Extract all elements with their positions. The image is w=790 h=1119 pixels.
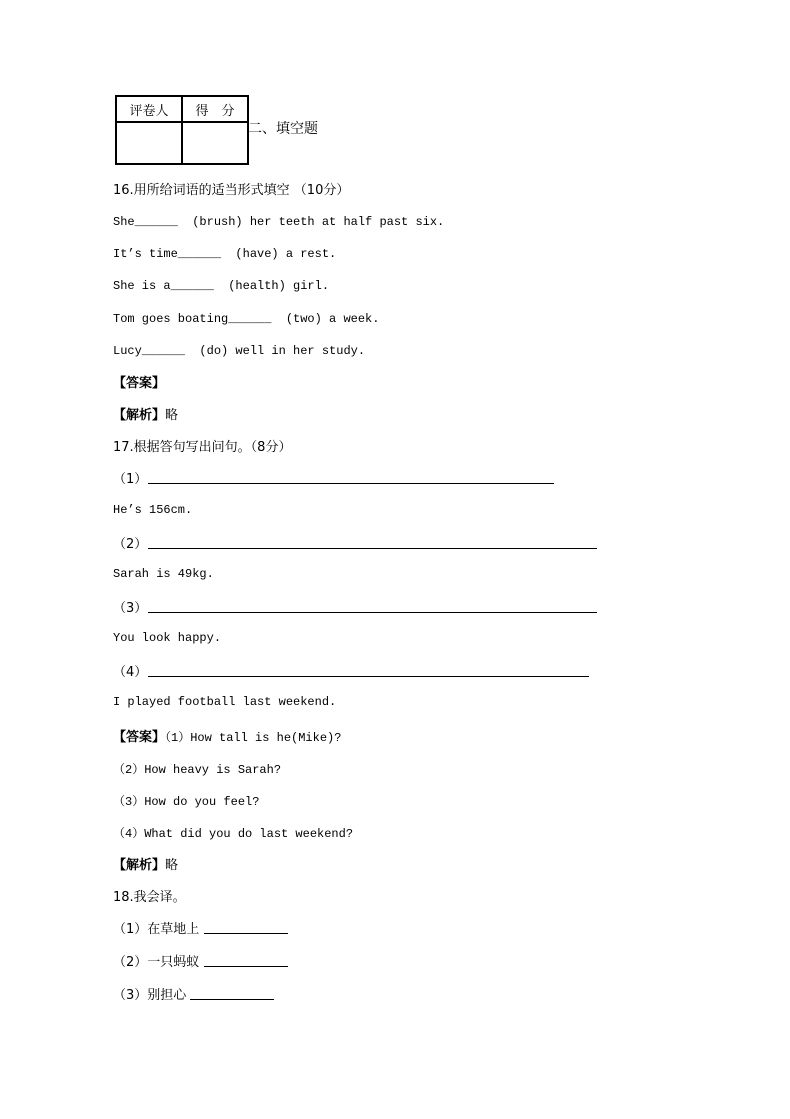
grader-cell — [116, 122, 182, 164]
answer-line — [148, 676, 589, 677]
q17-blank-label: （3） — [113, 601, 148, 616]
answer-line — [148, 483, 554, 484]
q18-item: （2）一只蚂蚁 — [113, 955, 200, 970]
score-header: 得 分 — [182, 96, 248, 122]
q17-answer-first — [113, 726, 341, 745]
q18-item: （1）在草地上 — [113, 922, 200, 937]
q17-given: I played football last weekend. — [113, 695, 337, 709]
q18-title: 18.我会译。 — [113, 890, 186, 905]
q17-blank-label: （2） — [113, 537, 148, 552]
q17-answer: （1）How tall is he(Mike)? — [165, 731, 342, 745]
answer-line — [204, 933, 288, 934]
q17-given: He’s 156cm. — [113, 503, 193, 517]
score-cell — [182, 122, 248, 164]
q16-item: Lucy______ (do) well in her study. — [113, 344, 366, 358]
answer-line — [148, 612, 597, 613]
q17-title: 17.根据答句写出问句。（8分） — [113, 440, 292, 455]
q17-answer: （4）What did you do last weekend? — [113, 827, 354, 841]
answer-line — [190, 999, 274, 1000]
q16-item: Tom goes boating______ (two) a week. — [113, 312, 380, 326]
q18-item: （3）别担心 — [113, 988, 187, 1003]
q16-answer-label: 【答案】 — [113, 376, 166, 391]
q17-analysis-label: 【解析】 — [113, 858, 166, 873]
q16-analysis-label: 【解析】 — [113, 408, 166, 423]
q17-given: Sarah is 49kg. — [113, 567, 214, 581]
q17-given: You look happy. — [113, 631, 222, 645]
q17-answer-label: 【答案】 — [113, 730, 166, 745]
score-table — [115, 95, 249, 165]
grader-header: 评卷人 — [116, 96, 182, 122]
q16-analysis-text: 略 — [165, 408, 179, 423]
q17-analysis — [113, 854, 178, 873]
q16-analysis — [113, 404, 178, 423]
q17-blank-label: （4） — [113, 665, 148, 680]
q17-analysis-text: 略 — [165, 858, 179, 873]
q17-answer: （2）How heavy is Sarah? — [113, 763, 282, 777]
answer-line — [204, 966, 288, 967]
section-title: 二、填空题 — [248, 121, 318, 137]
q17-answer: （3）How do you feel? — [113, 795, 260, 809]
q16-item: She______ (brush) her teeth at half past six. — [113, 215, 445, 229]
q17-blank-label: （1） — [113, 472, 148, 487]
answer-line — [148, 548, 597, 549]
q16-item: It’s time______ (have) a rest. — [113, 247, 337, 261]
q16-title: 16.用所给词语的适当形式填空 （10分） — [113, 183, 350, 198]
q16-item: She is a______ (health) girl. — [113, 279, 330, 293]
